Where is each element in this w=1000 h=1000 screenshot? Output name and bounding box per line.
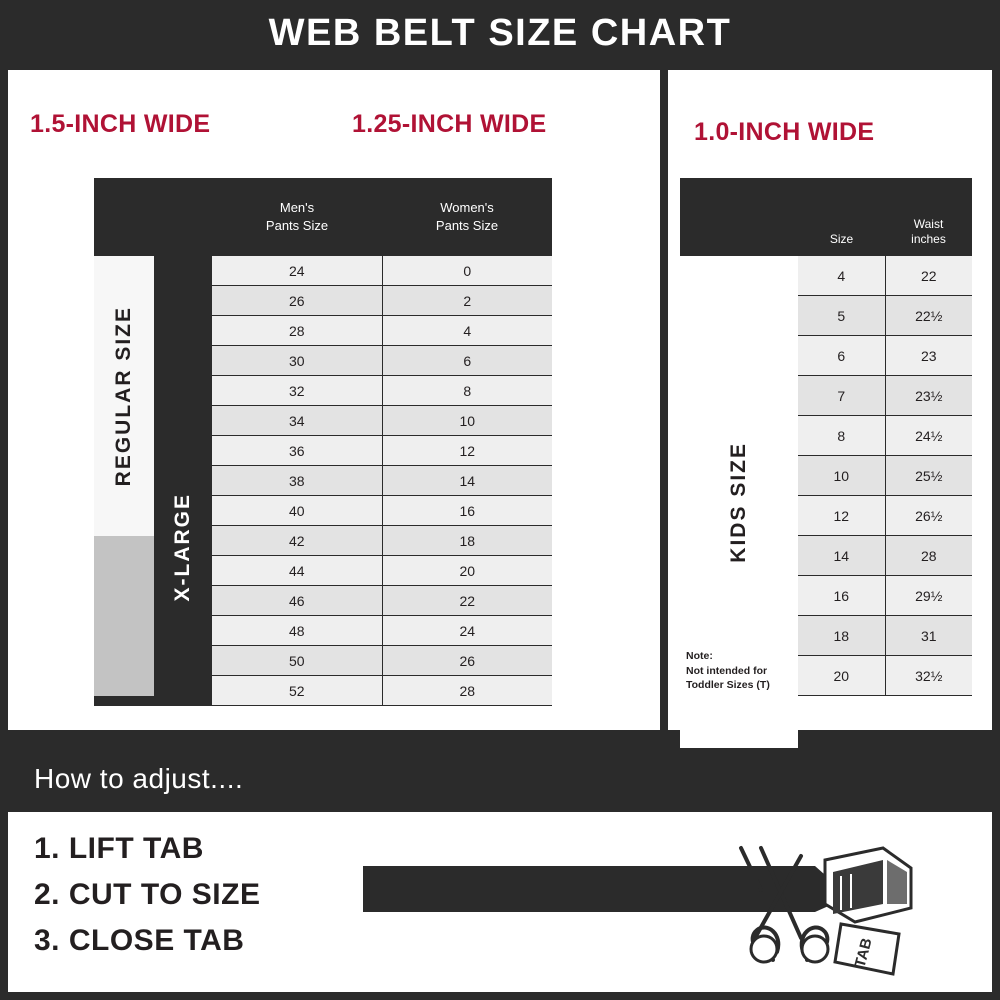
adult-header-womens-line1: Women's: [440, 200, 494, 216]
belt-illustration: [363, 842, 963, 992]
cell-mens-size: 50: [212, 646, 383, 675]
how-to-adjust-bar: [8, 750, 992, 808]
cell-womens-size: 16: [383, 496, 553, 525]
cell-womens-size: 22: [383, 586, 553, 615]
cell-kids-waist: 29½: [886, 576, 973, 615]
cell-kids-size: 18: [798, 616, 886, 655]
kids-header-size: [798, 178, 885, 256]
cell-kids-waist: 32½: [886, 656, 973, 695]
cell-mens-size: 42: [212, 526, 383, 555]
cell-kids-waist: 23: [886, 336, 973, 375]
chart-panels: [8, 70, 992, 730]
cell-kids-size: 14: [798, 536, 886, 575]
cell-mens-size: 36: [212, 436, 383, 465]
kids-header-size-text: Size: [829, 232, 854, 247]
cell-womens-size: 28: [383, 676, 553, 705]
cell-mens-size: 32: [212, 376, 383, 405]
adult-header-mens: [212, 178, 382, 256]
cell-kids-size: 16: [798, 576, 886, 615]
scissors-and-buckle-icon: [363, 842, 963, 992]
cell-kids-waist: 26½: [886, 496, 973, 535]
cell-womens-size: 12: [383, 436, 553, 465]
table-row: [94, 286, 552, 316]
kids-note: [686, 649, 770, 692]
cell-womens-size: 10: [383, 406, 553, 435]
group-label-regular-size: [94, 256, 154, 536]
table-row: [94, 256, 552, 286]
cell-womens-size: 8: [383, 376, 553, 405]
cell-kids-size: 12: [798, 496, 886, 535]
cell-womens-size: 24: [383, 616, 553, 645]
cell-kids-waist: 22½: [886, 296, 973, 335]
group-label-x-large-text: X-LARGE: [171, 492, 194, 602]
cell-womens-size: 20: [383, 556, 553, 585]
group-label-regular-size-extension: [94, 536, 154, 696]
cell-womens-size: 2: [383, 286, 553, 315]
cell-mens-size: 44: [212, 556, 383, 585]
instruction-step-2: 2. CUT TO SIZE: [34, 877, 261, 911]
kids-header-waist: [885, 178, 972, 256]
cell-kids-size: 5: [798, 296, 886, 335]
cell-kids-size: 20: [798, 656, 886, 695]
kids-header-waist-line2: inches: [911, 232, 946, 247]
adult-header-spacer: [94, 178, 212, 256]
cell-mens-size: 30: [212, 346, 383, 375]
cell-kids-size: 4: [798, 256, 886, 295]
how-to-adjust-heading: How to adjust....: [34, 763, 244, 794]
kids-table-header: [680, 178, 972, 256]
instruction-steps: [34, 826, 260, 964]
adult-header-mens-line2: Pants Size: [265, 218, 329, 233]
adult-size-table: [94, 178, 552, 706]
width-label-1-0-inch: 1.0-INCH WIDE: [694, 118, 875, 146]
width-label-1-25-inch: 1.25-INCH WIDE: [352, 110, 547, 138]
group-label-x-large: [154, 398, 212, 696]
belt-strap-shape: [363, 866, 758, 912]
cell-womens-size: 14: [383, 466, 553, 495]
cell-kids-waist: 23½: [886, 376, 973, 415]
cell-womens-size: 18: [383, 526, 553, 555]
cell-mens-size: 38: [212, 466, 383, 495]
cell-kids-size: 6: [798, 336, 886, 375]
group-label-regular-size-text: REGULAR SIZE: [112, 305, 135, 487]
cell-womens-size: 0: [383, 256, 553, 285]
cell-kids-waist: 28: [886, 536, 973, 575]
kids-note-line3: Toddler Sizes (T): [686, 678, 770, 691]
cell-womens-size: 6: [383, 346, 553, 375]
page-title: WEB BELT SIZE CHART: [268, 11, 732, 54]
kids-table-body: [680, 256, 972, 696]
adult-header-mens-line1: Men's: [279, 200, 315, 216]
adult-table-header: [94, 178, 552, 256]
adult-table-body: [94, 256, 552, 706]
cell-kids-waist: 22: [886, 256, 973, 295]
cell-womens-size: 4: [383, 316, 553, 345]
table-row: [94, 316, 552, 346]
cell-kids-waist: 24½: [886, 416, 973, 455]
cell-mens-size: 48: [212, 616, 383, 645]
cell-mens-size: 52: [212, 676, 383, 705]
kids-size-panel: [668, 70, 992, 730]
cell-mens-size: 26: [212, 286, 383, 315]
instructions-panel: [8, 812, 992, 992]
cell-womens-size: 26: [383, 646, 553, 675]
adult-header-womens: [382, 178, 552, 256]
tab-flag-label: TAB: [851, 936, 876, 970]
adult-size-panel: [8, 70, 660, 730]
table-row: [94, 346, 552, 376]
cell-kids-size: 8: [798, 416, 886, 455]
kids-note-line1: Note:: [686, 650, 713, 663]
cell-mens-size: 28: [212, 316, 383, 345]
instruction-step-1: 1. LIFT TAB: [34, 832, 204, 865]
kids-note-line2: Not intended for: [686, 664, 768, 677]
cell-mens-size: 34: [212, 406, 383, 435]
cell-kids-size: 10: [798, 456, 886, 495]
adult-header-womens-line2: Pants Size: [435, 218, 499, 233]
cell-kids-waist: 31: [886, 616, 973, 655]
poster-title-bar: [0, 0, 1000, 66]
width-label-1-5-inch: 1.5-INCH WIDE: [30, 110, 211, 138]
kids-size-table: [680, 178, 972, 696]
cell-kids-waist: 25½: [886, 456, 973, 495]
cell-kids-size: 7: [798, 376, 886, 415]
instruction-step-3: 3. CLOSE TAB: [34, 923, 245, 957]
cell-mens-size: 46: [212, 586, 383, 615]
kids-header-waist-line1: Waist: [913, 216, 944, 231]
cell-mens-size: 24: [212, 256, 383, 285]
cell-mens-size: 40: [212, 496, 383, 525]
kids-header-spacer: [680, 178, 798, 256]
group-label-kids-size-text: KIDS SIZE: [727, 441, 750, 563]
